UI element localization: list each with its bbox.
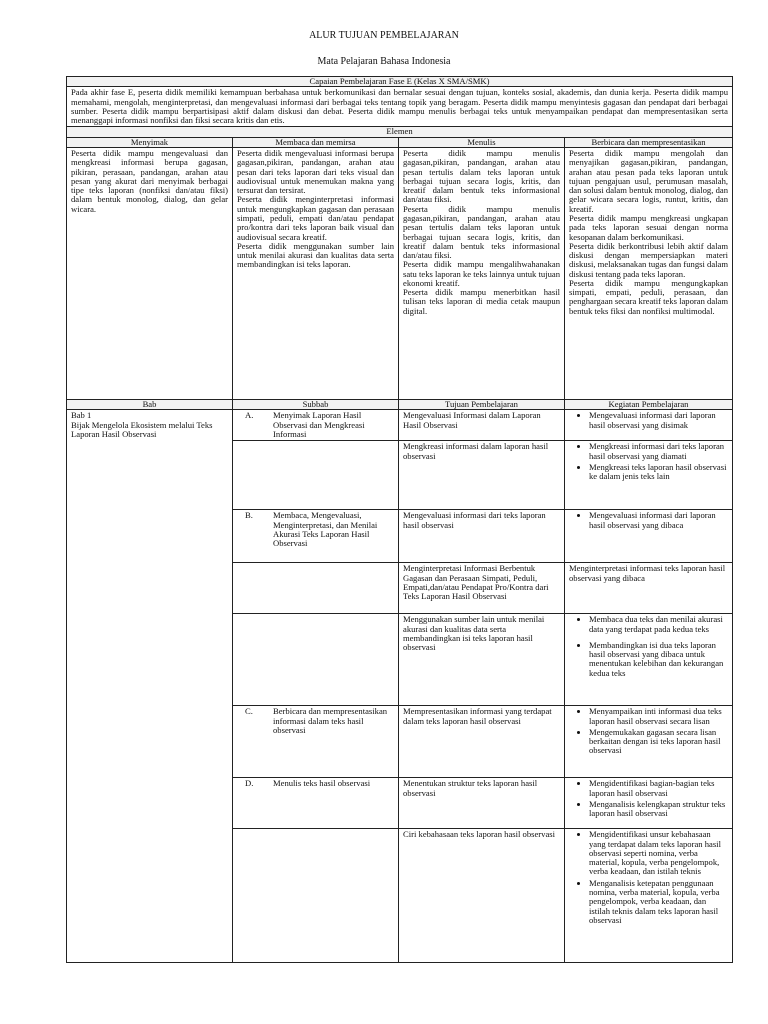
atp-table <box>66 76 733 963</box>
elemen-paragraph: Peserta didik mampu mengungkapkan simpati, empati, peduli, perasaan, dan penghargaan secara kreatif teks laporan dalam bentuk teks fiksi dan nonfiksi multimodal. <box>569 277 729 316</box>
subbab-letter: B. <box>245 510 253 521</box>
elemen-paragraph: Peserta didik berkontribusi lebih aktif dalam diskusi dengan mempersiapkan materi diskusi, melaksanakan tugas dan fungsi dalam diskusi tentang pada teks laporan. <box>569 240 729 279</box>
kegiatan-cell <box>565 829 733 963</box>
elemen-paragraph: Peserta didik menggunakan sumber lain untuk menilai akurasi dan kualitas data serta membandingkan isi teks laporan. <box>237 240 394 270</box>
kegiatan-cell <box>565 706 733 778</box>
page-subtitle: Mata Pelajaran Bahasa Indonesia <box>317 56 451 67</box>
elemen-paragraph: Peserta didik mampu menerbitkan hasil tulisan teks laporan di media cetak maupun digital. <box>403 287 560 316</box>
elemen-col-menyimak: Menyimak <box>67 137 233 147</box>
elemen-header: Elemen <box>67 127 733 137</box>
cp-header: Capaian Pembelajaran Fase E (Kelas X SMA/SMK) <box>67 77 733 87</box>
subbab-title: Menyimak Laporan Hasil Observasi dan Mengkreasi Informasi <box>273 410 365 439</box>
elemen-paragraph: Peserta didik mengevaluasi informasi berupa gagasan,pikiran, pandangan, arahan atau pesan dari teks laporan dari teks visual dan audiovisual untuk menemukan makna yang tersurat dan tersirat. <box>237 147 394 196</box>
kegiatan-cell <box>565 510 733 563</box>
kegiatan-item: • Mengkreasi teks laporan hasil observasi ke dalam jenis teks lain <box>589 463 728 482</box>
subbab-letter: C. <box>245 706 253 717</box>
subbab-empty-cell <box>233 829 399 963</box>
bab-number: Bab 1 <box>71 410 92 421</box>
subbab-empty-cell <box>233 614 399 706</box>
kegiatan-item: • Menyampaikan inti informasi dua teks laporan hasil observasi secara lisan <box>589 707 728 726</box>
elemen-menyimak-cell: Peserta didik mampu mengevaluasi dan mengkreasi informasi berupa gagasan, pikiran, perasaan, pandangan, arahan atau pesan yang akurat dari menyimak berbagai tipe teks laporan (nonfiksi dan/atau fiksi) dalam bentuk monolog, dialog, dan gelar wicara. <box>67 147 233 399</box>
elemen-paragraph: Peserta didik mampu menulis gagasan,pikiran, pandangan, arahan atau pesan tertulis dalam teks laporan untuk berbagai tujuan secara logis, kritis, dan kreatif dalam bentuk teks informasional dan/atau fiksi. <box>403 203 560 261</box>
tujuan-cell: Mengevaluasi informasi dari teks laporan hasil observasi <box>399 510 565 563</box>
tujuan-cell: Ciri kebahasaan teks laporan hasil observasi <box>399 829 565 963</box>
kegiatan-cell <box>565 441 733 510</box>
tujuan-cell: Mempresentasikan informasi yang terdapat dalam teks laporan hasil observasi <box>399 706 565 778</box>
subbab-c-cell <box>233 706 399 778</box>
kegiatan-item: • Mengkreasi informasi dari teks laporan hasil observasi yang diamati <box>589 442 728 461</box>
kegiatan-item: • Menganalisis kelengkapan struktur teks laporan hasil observasi <box>589 800 728 819</box>
subbab-empty-cell <box>233 441 399 510</box>
tujuan-cell: Mengkreasi informasi dalam laporan hasil observasi <box>399 441 565 510</box>
subbab-a-cell <box>233 410 399 441</box>
kegiatan-item: • Mengidentifikasi unsur kebahasaan yang terdapat dalam teks laporan hasil observasi seperti nomina, verba material, kopula, verba pengelompok, verba keadaan, dan istilah teknis <box>589 830 728 876</box>
kegiatan-item: • Membaca dua teks dan menilai akurasi data yang terdapat pada kedua teks <box>589 615 728 634</box>
kegiatan-item: • Membandingkan isi dua teks laporan hasil observasi yang dibaca untuk menentukan kelebihan dan kekurangan kedua teks <box>589 641 728 678</box>
elemen-col-berbicara: Berbicara dan mempresentasikan <box>565 137 733 147</box>
atp-col-tujuan: Tujuan Pembelajaran <box>399 399 565 409</box>
subbab-letter: A. <box>245 410 254 421</box>
tujuan-cell: Menentukan struktur teks laporan hasil observasi <box>399 778 565 829</box>
atp-col-kegiatan: Kegiatan Pembelajaran <box>565 399 733 409</box>
elemen-berbicara-cell <box>565 147 733 399</box>
bab-cell <box>67 410 233 963</box>
cp-body: Pada akhir fase E, peserta didik memiliki kemampuan berbahasa untuk berkomunikasi dan bernalar sesuai dengan tujuan, konteks sosial, akademis, dan dunia kerja. Peserta didik mampu memahami, mengolah, menginterpretasi, dan mengevaluasi informasi dari berbagai teks tentang topik yang beragam. Peserta didik mampu menyintesis gagasan dan pendapat dari berbagai sumber. Peserta didik mampu berpartisipasi aktif dalam diskusi dan debat. Peserta didik mampu menulis berbagai teks untuk menyampaikan pendapat dan mempresentasikan serta menanggapi informasi nonfiksi dan fiksi secara kritis dan etis. <box>67 87 733 127</box>
tujuan-cell: Menginterpretasi Informasi Berbentuk Gagasan dan Perasaan Simpati, Peduli, Empati,dan/atau Pendapat Pro/Kontra dari Teks Laporan Hasil Observasi <box>399 563 565 614</box>
kegiatan-item: • Mengevaluasi informasi dari laporan hasil observasi yang dibaca <box>589 511 728 530</box>
elemen-paragraph: Peserta didik mampu mengolah dan menyajikan gagasan,pikiran, pandangan, arahan atau pesan pada teks laporan untuk tujuan pengajuan usul, perumusan masalah, dan solusi dalam bentuk monolog, dialog, dan gelar wicara secara logis, runtut, kritis, dan kreatif. <box>569 147 729 214</box>
elemen-col-membaca: Membaca dan memirsa <box>233 137 399 147</box>
kegiatan-cell <box>565 614 733 706</box>
atp-col-subbab: Subbab <box>233 399 399 409</box>
subbab-d-cell <box>233 778 399 829</box>
kegiatan-cell <box>565 410 733 441</box>
elemen-menulis-cell <box>399 147 565 399</box>
elemen-paragraph: Peserta didik mampu menulis gagasan,pikiran, pandangan, arahan atau pesan tertulis dalam teks laporan untuk berbagai tujuan secara logis, kritis, dan kreatif dalam bentuk teks informasional dan/atau fiksi. <box>403 147 560 205</box>
kegiatan-item: • Mengemukakan gagasan secara lisan berkaitan dengan isi teks laporan hasil observasi <box>589 728 728 756</box>
elemen-col-menulis: Menulis <box>399 137 565 147</box>
subbab-title: Berbicara dan mempresentasikan informasi dalam teks hasil observasi <box>273 706 388 735</box>
subbab-empty-cell <box>233 563 399 614</box>
kegiatan-cell: Menginterpretasi informasi teks laporan hasil observasi yang dibaca <box>565 563 733 614</box>
elemen-paragraph: Peserta didik mampu mengkreasi ungkapan pada teks laporan sesuai dengan norma kesopanan dalam berkomunikasi. <box>569 212 729 242</box>
tujuan-cell: Mengevaluasi Informasi dalam Laporan Hasil Observasi <box>399 410 565 441</box>
elemen-membaca-cell <box>233 147 399 399</box>
bab-title: Bijak Mengelola Ekosistem melalui Teks Laporan Hasil Observasi <box>71 419 213 439</box>
subbab-title: Membaca, Mengevaluasi, Menginterpretasi, dan Menilai Akurasi Teks Laporan Hasil Observasi <box>273 510 378 549</box>
kegiatan-cell <box>565 778 733 829</box>
elemen-paragraph: Peserta didik mampu mengalihwahanakan satu teks laporan ke teks lainnya untuk tujuan ekonomi kreatif. <box>403 259 560 288</box>
subbab-letter: D. <box>245 778 254 789</box>
elemen-paragraph: Peserta didik menginterpretasi informasi untuk mengungkapkan gagasan dan perasaan simpati, peduli, empati dan/atau pendapat pro/kontra dari teks laporan baik visual dan audiovisual secara kreatif. <box>237 194 394 242</box>
subbab-b-cell <box>233 510 399 563</box>
tujuan-cell: Menggunakan sumber lain untuk menilai akurasi dan kualitas data serta membandingkan isi teks laporan hasil observasi <box>399 614 565 706</box>
kegiatan-item: • Mengevaluasi informasi dari laporan hasil observasi yang disimak <box>589 411 728 430</box>
subbab-title: Menulis teks hasil observasi <box>273 778 371 789</box>
kegiatan-item: • Menganalisis ketepatan penggunaan nomina, verba material, kopula, verba pengelompok, verba keadaan, dan istilah teknis dalam teks laporan hasil observasi <box>589 879 728 925</box>
atp-col-bab: Bab <box>67 399 233 409</box>
page-title: ALUR TUJUAN PEMBELAJARAN <box>309 30 459 41</box>
kegiatan-item: • Mengidentifikasi bagian-bagian teks laporan hasil observasi <box>589 779 728 798</box>
